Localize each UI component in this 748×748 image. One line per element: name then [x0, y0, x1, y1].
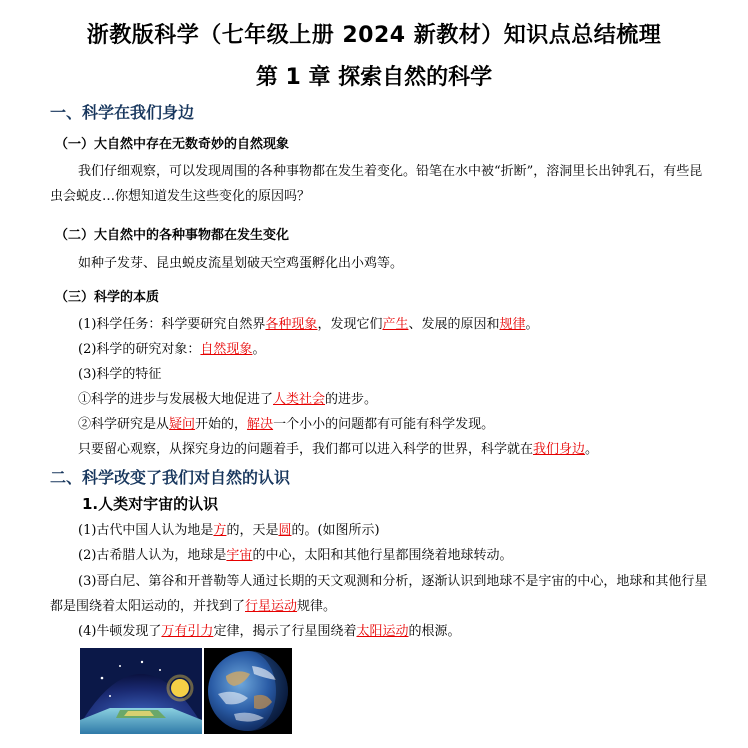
subsection-1-3-heading: （三）科学的本质: [55, 290, 160, 305]
keyword: 解决: [247, 417, 274, 432]
chapter-title: 第 1 章 探索自然的科学: [255, 65, 493, 90]
keyword: 疑问: [169, 417, 196, 432]
keyword: 圆: [278, 523, 292, 538]
keyword: 方: [213, 523, 227, 538]
document-title: 浙教版科学（七年级上册 2024 新教材）知识点总结梳理: [86, 23, 662, 48]
keyword: 产生: [382, 317, 409, 332]
newton-line: (4)牛顿发现了万有引力定律，揭示了行星围绕着太阳运动的根源。: [78, 624, 461, 639]
keyword: 人类社会: [273, 392, 326, 407]
summary-line: 只要留心观察，从探究身边的问题着手，我们都可以进入科学的世界，科学就在我们身边。: [78, 442, 599, 457]
subsection-1-1-heading: （一）大自然中存在无数奇妙的自然现象: [55, 137, 290, 152]
science-feature-line: (3)科学的特征: [78, 367, 162, 382]
science-task-line: (1)科学任务：科学要研究自然界各种现象，发现它们产生、发展的原因和规律。: [78, 317, 539, 332]
subsection-1-2-heading: （二）大自然中的各种事物都在发生变化: [55, 228, 290, 243]
subsection-1-1-paragraph: 我们仔细观察，可以发现周围的各种事物都在发生着变化。铅笔在水中被“折断”，溶洞里长出钟乳石，有些昆虫会蜕皮…你想知道发生这些变化的原因吗？: [50, 164, 703, 204]
keyword: 万有引力: [161, 624, 214, 639]
section-2-heading: 二、科学改变了我们对自然的认识: [50, 468, 291, 487]
keyword: 行星运动: [245, 599, 298, 614]
keyword: 我们身边: [533, 442, 586, 457]
science-object-line: (2)科学的研究对象：自然现象。: [78, 342, 266, 357]
dome-illustration: [80, 648, 202, 734]
ancient-china-line: (1)古代中国人认为地是方的，天是圆的。(如图所示): [78, 523, 380, 538]
keyword: 各种现象: [265, 317, 318, 332]
keyword: 自然现象: [200, 342, 253, 357]
copernicus-paragraph: (3)哥白尼、第谷和开普勒等人通过长期的天文观测和分析，逐渐认识到地球不是宇宙的中心，地球和其他行星都是围绕着太阳运动的，并找到了行星运动规律。: [50, 574, 708, 614]
keyword: 宇宙: [226, 548, 253, 563]
feature-2-line: ②科学研究是从疑问开始的，解决一个小小的问题都有可能有科学发现。: [78, 417, 495, 432]
section-1-heading: 一、科学在我们身边: [50, 103, 195, 122]
feature-1-line: ①科学的进步与发展极大地促进了人类社会的进步。: [78, 392, 378, 407]
subsection-1-2-paragraph: 如种子发芽、昆虫蜕皮流星划破天空鸡蛋孵化出小鸡等。: [78, 256, 404, 271]
earth-globe: [204, 648, 292, 734]
ancient-greece-line: (2)古希腊人认为，地球是宇宙的中心，太阳和其他行星都围绕着地球转动。: [78, 548, 513, 563]
keyword: 太阳运动: [356, 624, 409, 639]
keyword: 规律: [499, 317, 526, 332]
subsection-2-1-heading: 1.人类对宇宙的认识: [82, 495, 219, 513]
